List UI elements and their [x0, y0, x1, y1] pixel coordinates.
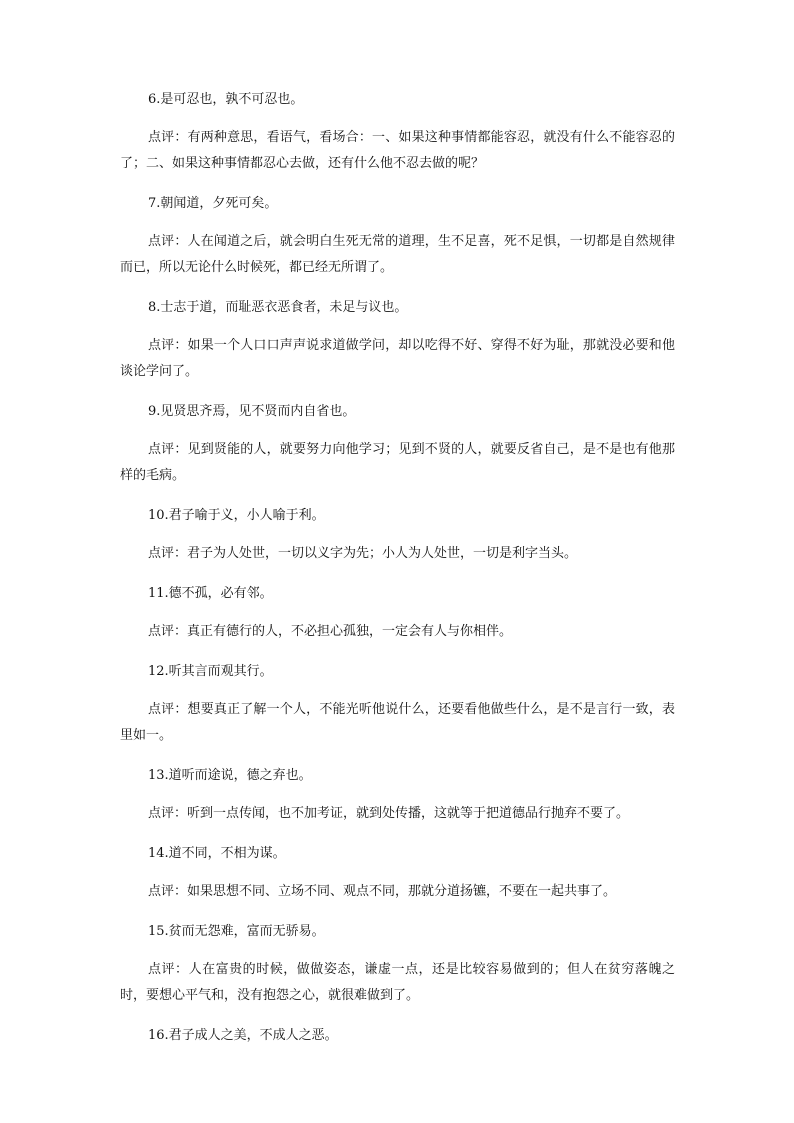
comment-11: 点评：真正有德行的人，不必担心孤独，一定会有人与你相伴。 [148, 624, 513, 639]
spacer [120, 942, 675, 957]
spacer [120, 281, 675, 298]
quote-11: 11.德不孤，必有邻。 [148, 586, 273, 601]
quote-7: 7.朝闻道，夕死可矣。 [148, 196, 278, 211]
quote-16: 16.君子成人之美，不成人之恶。 [148, 1028, 338, 1043]
document-content [120, 90, 675, 1046]
spacer [120, 110, 675, 125]
spacer [120, 864, 675, 879]
comment-15: 点评：人在富贵的时候，做做姿态，谦虚一点，还是比较容易做到的；但人在贫穷落魄之时，要想心平气和，没有抱怨之心，就很难做到了。 [120, 962, 675, 1003]
spacer [120, 567, 675, 584]
spacer [120, 318, 675, 333]
comment-6: 点评：有两种意思，看语气，看场合：一、如果这种事情都能容忍，就没有什么不能容忍的了；二、如果这种事情都忍心去做，还有什么他不忍去做的呢？ [120, 130, 675, 171]
quote-14: 14.道不同，不相为谋。 [148, 846, 286, 861]
spacer [120, 1009, 675, 1026]
spacer [120, 749, 675, 766]
spacer [120, 786, 675, 801]
comment-14: 点评：如果思想不同、立场不同、观点不同，那就分道扬镳，不要在一起共事了。 [148, 884, 617, 899]
spacer [120, 645, 675, 662]
comment-12: 点评：想要真正了解一个人，不能光听他说什么，还要看他做些什么，是不是言行一致，表里如一。 [120, 702, 675, 743]
spacer [120, 682, 675, 697]
spacer [120, 827, 675, 844]
comment-9: 点评：见到贤能的人，就要努力向他学习；见到不贤的人，就要反省自己，是不是也有他那样的毛病。 [120, 442, 675, 483]
comment-10: 点评：君子为人处世，一切以义字为先；小人为人处世，一切是利字当头。 [148, 546, 578, 561]
comment-8: 点评：如果一个人口口声声说求道做学问，却以吃得不好、穿得不好为耻，那就没必要和他谈论学问了。 [120, 338, 675, 379]
comment-7: 点评：人在闻道之后，就会明白生死无常的道理，生不足喜，死不足惧，一切都是自然规律而已，所以无论什么时候死，都已经无所谓了。 [120, 234, 675, 275]
spacer [120, 526, 675, 541]
quote-12: 12.听其言而观其行。 [148, 664, 273, 679]
spacer [120, 385, 675, 402]
quote-15: 15.贫而无怨难，富而无骄易。 [148, 924, 325, 939]
quote-13: 13.道听而途说，德之弃也。 [148, 768, 312, 783]
quote-6: 6.是可忍也，孰不可忍也。 [148, 92, 304, 107]
quote-8: 8.士志于道，而耻恶衣恶食者，未足与议也。 [148, 300, 408, 315]
spacer [120, 489, 675, 506]
spacer [120, 177, 675, 194]
spacer [120, 214, 675, 229]
comment-13: 点评：听到一点传闻，也不加考证，就到处传播，这就等于把道德品行抛弃不要了。 [148, 806, 630, 821]
quote-9: 9.见贤思齐焉，见不贤而内自省也。 [148, 404, 356, 419]
spacer [120, 422, 675, 437]
spacer [120, 905, 675, 922]
spacer [120, 604, 675, 619]
quote-10: 10.君子喻于义，小人喻于利。 [148, 508, 325, 523]
